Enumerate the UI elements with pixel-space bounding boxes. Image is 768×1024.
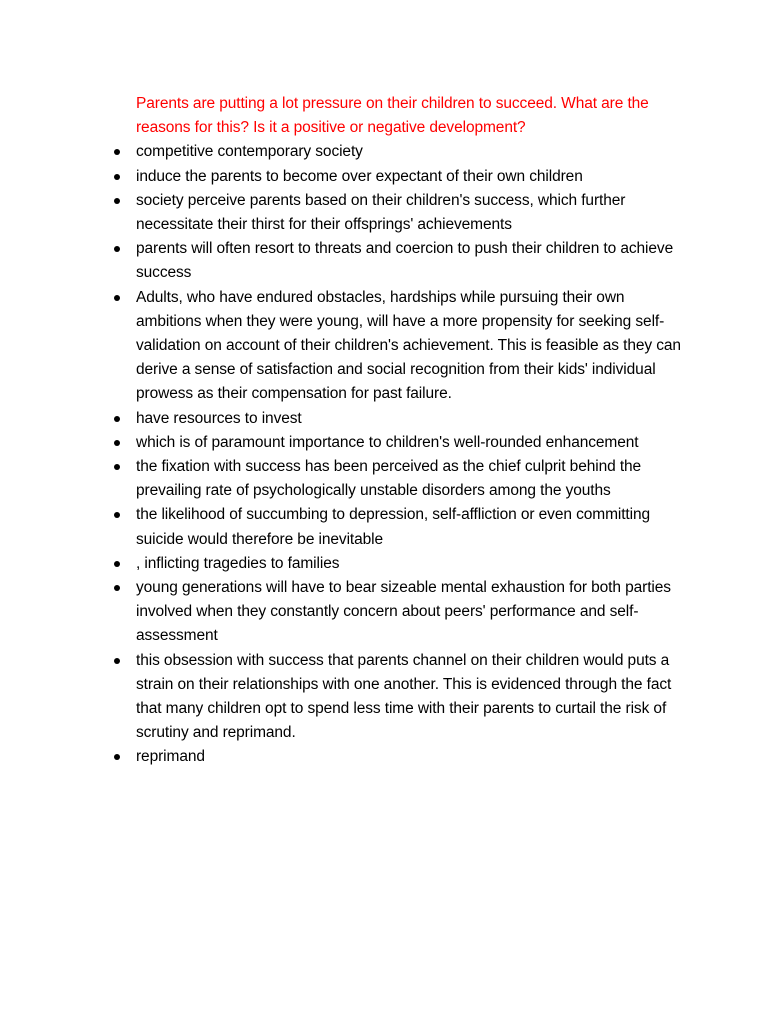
- bullet-icon: [114, 754, 120, 760]
- list-item: [112, 745, 692, 769]
- list-item-text: the likelihood of succumbing to depression, self-affliction or even committing suicide would therefore be inevitable: [136, 506, 651, 548]
- list-item: [112, 649, 692, 746]
- list-item: [112, 576, 692, 649]
- list-item: [112, 189, 692, 237]
- essay-question: Parents are putting a lot pressure on their children to succeed. What are the reasons for this? Is it a positive or negative development?: [136, 95, 649, 137]
- list-item-text: induce the parents to become over expectant of their own children: [136, 167, 583, 185]
- list-item-text: reprimand: [136, 748, 205, 766]
- bullet-icon: [114, 464, 120, 470]
- list-item: [112, 165, 692, 189]
- list-item: [112, 455, 692, 503]
- bullet-icon: [114, 585, 120, 591]
- list-item: [112, 140, 692, 164]
- list-item-text: competitive contemporary society: [136, 143, 363, 161]
- bullet-icon: [114, 198, 120, 204]
- list-item: [112, 407, 692, 431]
- list-item-text: , inflicting tragedies to families: [136, 554, 340, 572]
- bullet-icon: [114, 561, 120, 567]
- bullet-list: [112, 140, 692, 769]
- list-item: [112, 286, 692, 407]
- bullet-icon: [114, 295, 120, 301]
- bullet-icon: [114, 246, 120, 252]
- bullet-icon: [114, 440, 120, 446]
- list-item-text: have resources to invest: [136, 409, 302, 427]
- list-item-text: parents will often resort to threats and coercion to push their children to achieve success: [136, 240, 674, 282]
- bullet-icon: [114, 512, 120, 518]
- list-item-text: the fixation with success has been perceived as the chief culprit behind the prevailing rate of psychologically unstable disorders among the youths: [136, 458, 642, 500]
- list-item: [112, 552, 692, 576]
- bullet-icon: [114, 658, 120, 664]
- list-item: [112, 503, 692, 551]
- bullet-icon: [114, 149, 120, 155]
- list-item-text: young generations will have to bear sizeable mental exhaustion for both parties involved when they constantly concern about peers' performance and self-assessment: [136, 579, 671, 645]
- bullet-icon: [114, 416, 120, 422]
- list-item-text: society perceive parents based on their children's success, which further necessitate their thirst for their offsprings' achievements: [136, 191, 626, 234]
- list-item-text: Adults, who have endured obstacles, hardships while pursuing their own ambitions when they were young, will have a more propensity for seeking self-validation on account of their children's achievement. This is feasible as they can derive a sense of satisfaction and social recognition from their kids' individual prowess as their compensation for past failure.: [136, 288, 681, 403]
- list-item: [112, 237, 692, 285]
- list-item: [112, 431, 692, 455]
- document-body: [112, 92, 692, 770]
- list-item-text: this obsession with success that parents channel on their children would puts a strain on their relationships with one another. This is evidenced through the fact that many children opt to spend less time with their parents to curtail the risk of scrutiny and reprimand.: [136, 651, 672, 742]
- list-item-text: which is of paramount importance to children's well-rounded enhancement: [136, 433, 639, 451]
- bullet-icon: [114, 174, 120, 180]
